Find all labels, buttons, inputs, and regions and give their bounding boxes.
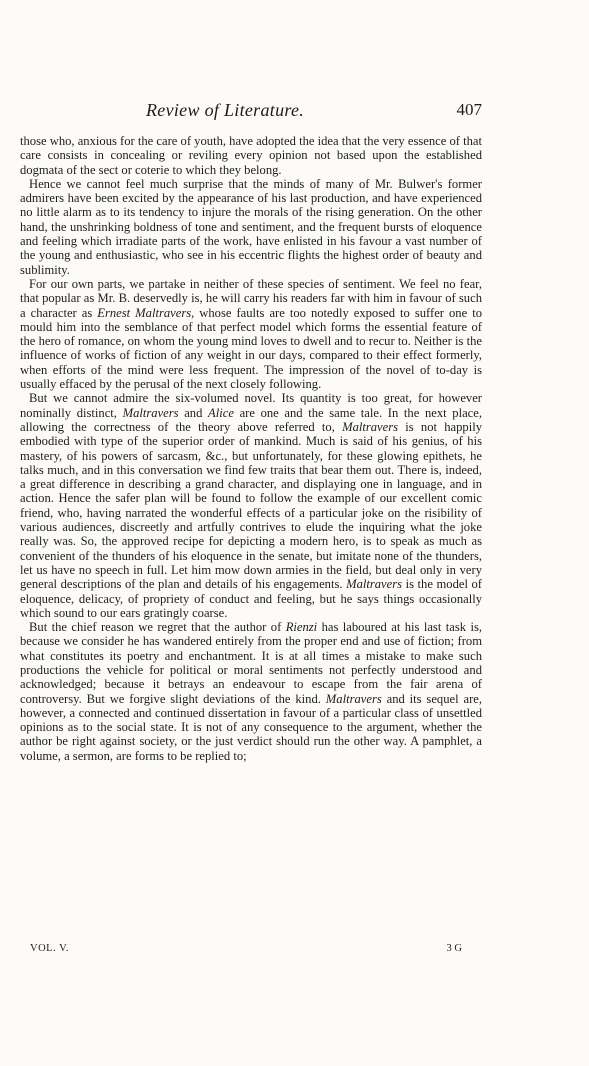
text-run: those who, anxious for the care of youth, have adopted the idea that the very essence of that care consists in concealing or reviling every opinion not based upon the established dogmata of the sect or coterie to which they belong. — [20, 134, 482, 177]
body-text — [20, 134, 482, 763]
paragraph — [20, 391, 482, 620]
page-number: 407 — [456, 100, 482, 119]
page-header — [20, 100, 482, 124]
text-run: But the chief reason we regret that the author of — [29, 620, 286, 635]
page-footer — [30, 943, 462, 957]
text-run: Hence we cannot feel much surprise that the minds of many of Mr. Bulwer's former admirers have been excited by the appearance of his last production, and have experienced no little alarm as to its tendency to injure the morals of the rising generation. On the other hand, the unshrinking boldness of tone and sentiment, and the frequent bursts of eloquence and feeling which irradiate parts of the work, have enlisted in his favour a vast number of the young and enthusiastic, who see in his eccentric flights the highest order of beauty and sublimity. — [20, 176, 482, 277]
text-run: are one and the same tale. In the next place, allowing the correctness of the theory above referred to, — [20, 405, 482, 434]
signature-mark: 3 G — [446, 943, 462, 954]
italic-title: Maltravers — [346, 577, 403, 592]
italic-title: Maltravers — [342, 419, 399, 434]
text-run: , whose faults are too notedly exposed to suffer one to mould him into the semblance of that perfect model which forms the essential feature of the hero of romance, on whom the young mind loves to dwell and to recur to. Neither is the influence of works of fiction of any weight in our days, compared to their effect formerly, when efforts of the mind were less frequent. The impression of the novel of to-day is usually effaced by the perusal of the next closely following. — [20, 305, 482, 392]
volume-label: VOL. V. — [30, 943, 69, 954]
paragraph — [20, 177, 482, 277]
paragraph — [20, 620, 482, 763]
italic-title: Ernest Maltravers — [97, 305, 192, 320]
italic-title: Maltravers — [325, 691, 382, 706]
paragraph — [20, 134, 482, 177]
text-run: For our own parts, we partake in neither of these species of sentiment. We feel no fear, that popular as Mr. B. deservedly is, he will carry his readers far with him in favour of such a character as — [20, 276, 482, 320]
paragraph — [20, 277, 482, 391]
text-run: and — [178, 405, 209, 420]
running-title: Review of Literature. — [146, 100, 305, 120]
italic-title: Alice — [208, 405, 234, 420]
text-run: and its sequel are, however, a connected and continued dissertation in favour of a particular class of unsettled opinions as to the social state. It is not of any consequence to the argument, whether the author be right against society, or the just verdict should run the other way. A pamphlet, a volume, a sermon, are forms to be replied to; — [20, 691, 482, 763]
text-run: has laboured at his last task is, because we consider he has wandered entirely from the proper end and use of fiction; from what constitutes its poetry and enchantment. It is at all times a mistake to make such productions the vehicle for political or moral sentiments not perfectly understood and acknowledged; because it betrays an endeavour to escape from the fair arena of controversy. But we forgive slight deviations of the kind. — [20, 620, 482, 706]
italic-title: Maltravers — [122, 405, 179, 420]
text-run: is the model of eloquence, delicacy, of propriety of conduct and feeling, but he says things occasionally which sound to our ears gratingly coarse. — [20, 577, 482, 620]
italic-title: Rienzi — [285, 620, 318, 635]
text-run: But we cannot admire the six-volumed novel. Its quantity is too great, for however nominally distinct, — [20, 391, 482, 420]
text-run: is not happily embodied with type of the superior order of mankind. Much is said of his genius, of his mastery, of his powers of sarcasm, &c., but unfortunately, for these glowing epithets, he talks much, and in this conversation we find few traits that bear them out. There is, indeed, a great difference in describing a grand character, and displaying one in language, and in action. Hence the safer plan will be found to follow the example of our excellent comic friend, who, having narrated the wonderful effects of a particular joke on the risibility of various audiences, discreetly and artfully contrives to elude the inquiring what the joke really was. So, the approved recipe for depicting a modern hero, is to speak as much as convenient of the thunders of his eloquence in the senate, but imitate none of the thunders, let us have no speech in full. Let him mow down armies in the field, but deal only in very general descriptions of the plan and details of his engagements. — [20, 419, 483, 592]
